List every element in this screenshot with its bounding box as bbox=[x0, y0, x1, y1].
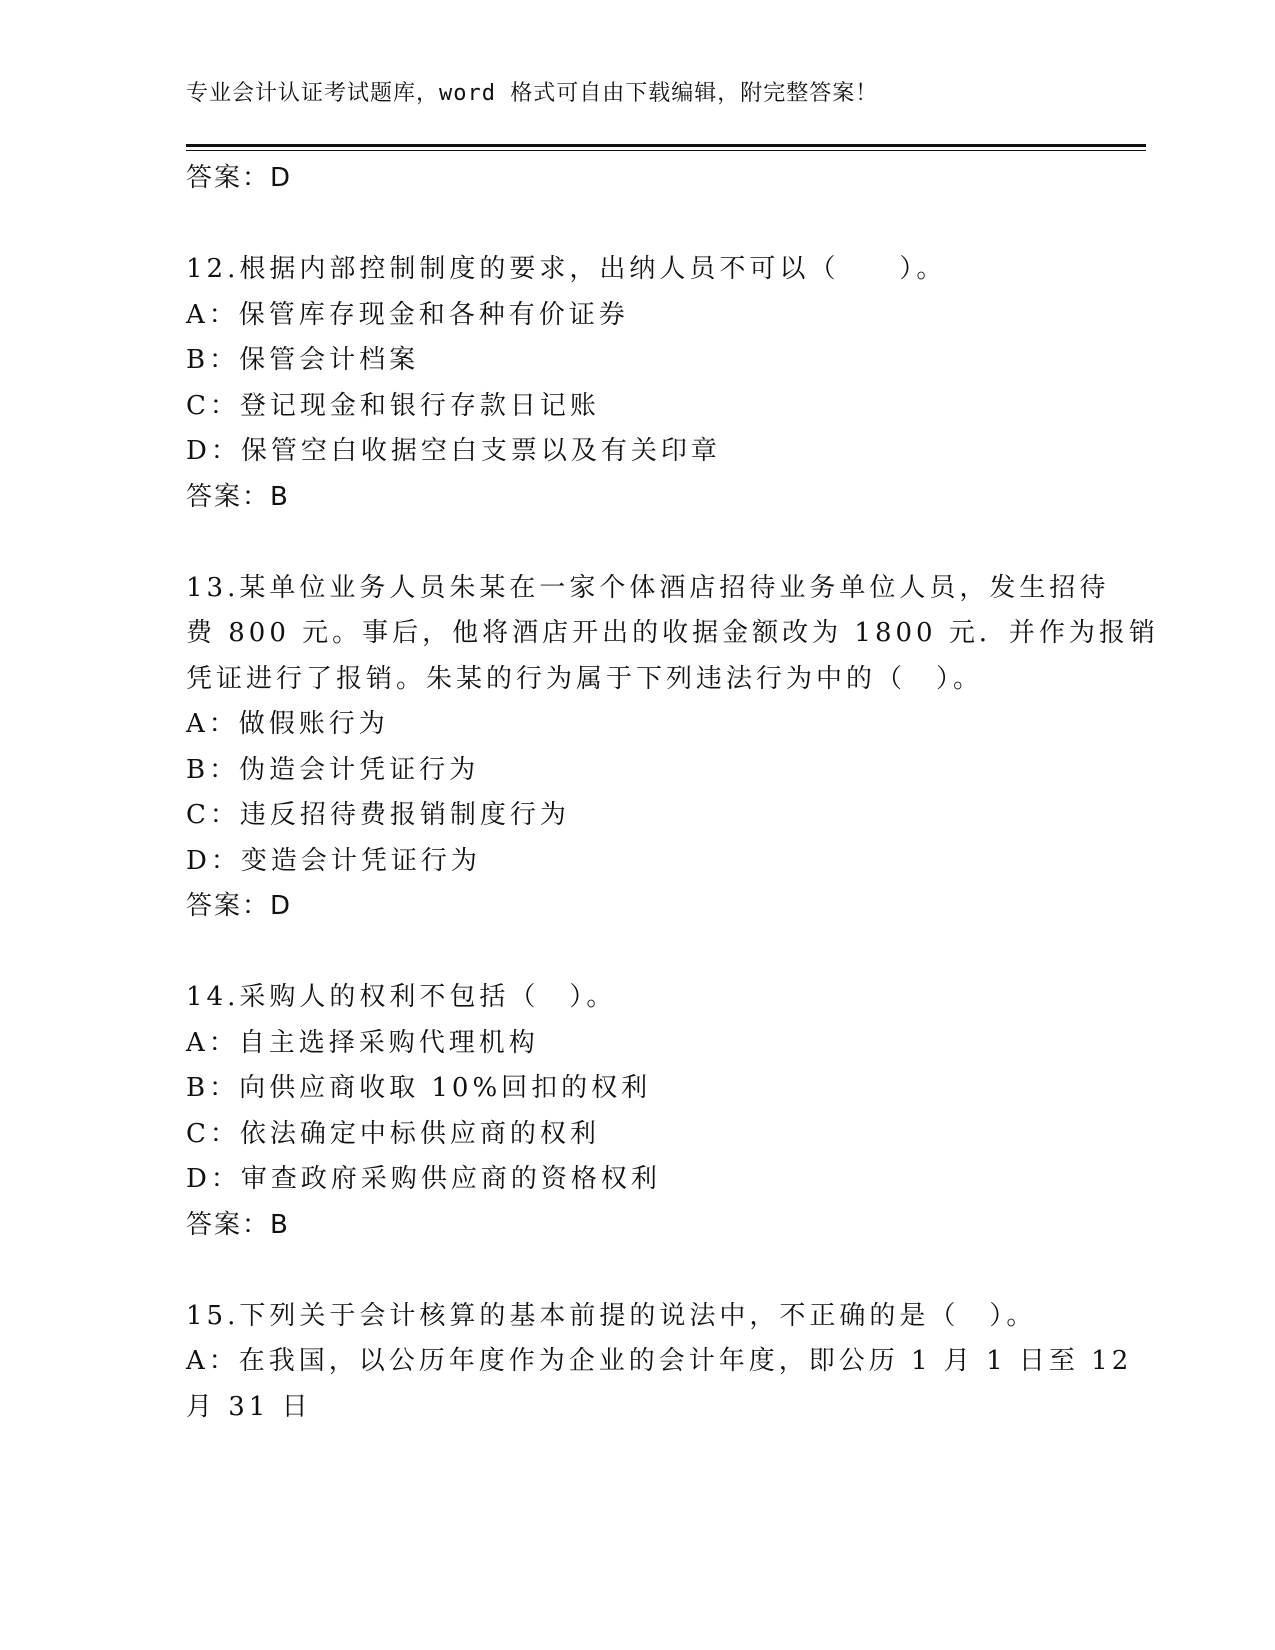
page-header: 专业会计认证考试题库，word 格式可自由下载编辑，附完整答案！ bbox=[186, 81, 879, 106]
question-12 bbox=[186, 247, 1086, 520]
option-a: A：在我国，以公历年度作为企业的会计年度，即公历 1 月 1 日至 12 bbox=[186, 1346, 1133, 1376]
question-stem: 13.某单位业务人员朱某在一家个体酒店招待业务单位人员，发生招待 bbox=[186, 572, 1110, 603]
option-b: B：伪造会计凭证行为 bbox=[186, 754, 480, 785]
question-14 bbox=[186, 975, 1086, 1248]
header-rule-thin bbox=[186, 150, 1146, 151]
option-b: B：保管会计档案 bbox=[186, 345, 420, 375]
option-c: C：违反招待费报销制度行为 bbox=[186, 800, 570, 830]
option-a: A：自主选择采购代理机构 bbox=[186, 1027, 539, 1058]
answer: 答案：D bbox=[186, 891, 293, 921]
option-b: B：向供应商收取 10%回扣的权利 bbox=[186, 1073, 652, 1103]
answer: 答案：B bbox=[186, 1209, 290, 1240]
question-stem: 凭证进行了报销。朱某的行为属于下列违法行为中的（ ）。 bbox=[186, 663, 984, 694]
option-a: A：做假账行为 bbox=[186, 709, 389, 739]
question-stem: 费 800 元。事后，他将酒店开出的收据金额改为 1800 元．并作为报销 bbox=[186, 618, 1159, 648]
option-c: C：依法确定中标供应商的权利 bbox=[186, 1118, 600, 1149]
option-c: C：登记现金和银行存款日记账 bbox=[186, 390, 600, 421]
question-13 bbox=[186, 566, 1159, 930]
option-d: D：变造会计凭证行为 bbox=[186, 845, 481, 876]
question-stem: 14.采购人的权利不包括（ ）。 bbox=[186, 982, 617, 1012]
option-d: D：保管空白收据空白支票以及有关印章 bbox=[186, 436, 721, 466]
document-body bbox=[186, 156, 1159, 1430]
answer: 答案：B bbox=[186, 481, 290, 512]
question-15 bbox=[186, 1294, 1133, 1431]
question-stem: 15.下列关于会计核算的基本前提的说法中，不正确的是（ ）。 bbox=[186, 1300, 1037, 1331]
option-a-continued: 月 31 日 bbox=[186, 1391, 312, 1422]
header-rule-thick bbox=[186, 144, 1146, 147]
option-d: D：审查政府采购供应商的资格权利 bbox=[186, 1164, 661, 1194]
question-stem: 12.根据内部控制制度的要求，出纳人员不可以（ ）。 bbox=[186, 254, 947, 284]
previous-answer: 答案：D bbox=[186, 163, 293, 193]
option-a: A：保管库存现金和各种有价证券 bbox=[186, 299, 629, 330]
